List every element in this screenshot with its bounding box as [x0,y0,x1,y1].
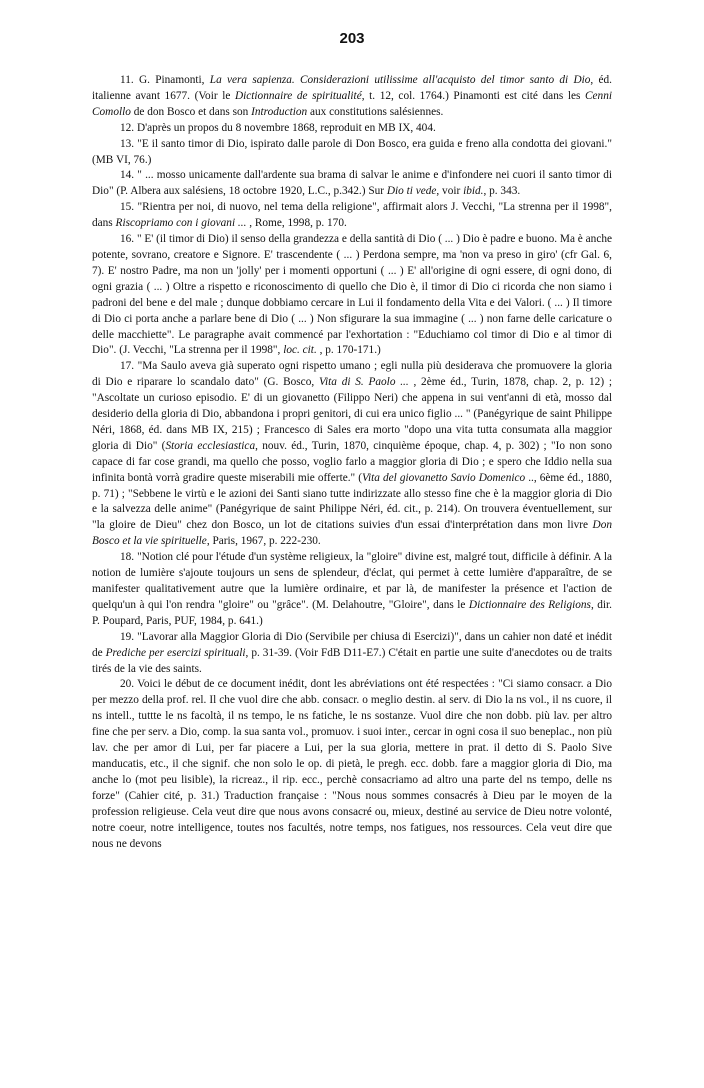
footnote-n15 [92,200,612,232]
footnote-n11 [92,73,612,121]
footnote-n18 [92,550,612,630]
italic-title: Prediche per esercizi spirituali [105,646,246,659]
note-text: , t. 12, col. 1764.) Pinamonti est cité dans les [361,89,585,102]
note-text: , p. 31-39. (Voir FdB D11-E7.) C'était en partie une suite d'anecdotes ou de traits tirés de la vie des saints. [92,646,612,675]
italic-title: Cenni Comollo [92,89,612,118]
footnote-n16 [92,232,612,359]
note-text: , éd. italienne avant 1677. (Voir le [92,74,612,102]
note-text: , p. 170-171.) [316,344,381,357]
note-text: , Rome, 1998, p. 170. [246,217,347,230]
note-text: 15. "Rientra per noi, di nuovo, nel tema della religione", affirmait alors J. Vecchi, "La strenna per il 1998", dans [92,201,612,230]
italic-title: Vita di S. Paolo ... [318,376,409,389]
note-text: , nouv. éd., Turin, 1870, cinquième époque, chap. 4, p. 302) ; "Io non sono capace di far cose grandi, ma quello che posso, voglio farlo a maggior gloria di Dio ; e spero che Iddio nella sua infinita bontà vorrà gradire queste miserabili mie offerte." ( [92,439,612,484]
note-text: , dir. P. Poupard, Paris, PUF, 1984, p. 641.) [92,598,612,627]
italic-title: Don Bosco et la vie spirituelle [92,519,612,548]
italic-title: loc. cit. [283,344,317,357]
note-text: 16. " E' (il timor di Dio) il senso della grandezza e della santità di Dio ( ... ) Dio è padre e buono. Ma è anche potente, sovrano, creatore e Signore. E' trascendente ( ... ) Perdona sempre, ma 'non va preso in giro' (cfr Gal. 6, 7). E' nostro Padre, ma non un 'jolly' per i momenti opportuni ( ... ) E' all'origine di ogni essere, di ogni dono, di ogni grazia ( ... ) Oltre a rispetto e riconoscimento di quello che Dio è, il timor di Dio ci ricorda che non siamo i padroni del bene e del male ; dunque dobbiamo cercare in Lui il fondamento della Vita e dei Valori. ( ... ) Il timore di Dio ci porta anche a parlare bene di Dio ( ... ) Non sfigurare la sua immagine ( ... ) non farne delle caricature o delle macchiette". Le paragraphe avait commencé par l'exhortation : "Educhiamo col timor di Dio e al timor di Dio". (J. Vecchi, "La strenna per il 1998", [92,233,612,357]
italic-title: Storia ecclesiastica [165,439,256,452]
footnote-n14 [92,168,612,200]
footnote-n19 [92,630,612,678]
italic-title: Dictionnaire de spiritualité [234,89,362,102]
note-text: , 2ème éd., Turin, 1878, chap. 2, p. 12) ; "Ascoltate un curioso episodio. E' di un giovanetto (Filippo Neri) che appena in sui vent'anni di età, mosso dal desiderio della gloria di Dio, abbandona i propri genitori, di cui era unico figlio ... " (Panégyrique de saint Philippe Néri, 1868, éd. dans MB IX, 215) ; Francesco di Sales era morto "dopo una vita tutta consumata alla maggior gloria di Dio" ( [92,376,612,452]
footnote-n17 [92,359,612,550]
page-number: 203 [339,30,365,47]
note-text: 17. "Ma Saulo aveva già superato ogni rispetto umano ; egli nulla più desiderava che promuovere la gloria di Dio e riparare lo scandalo dato" (G. Bosco, [92,360,612,389]
note-text: 19. "Lavorar alla Maggior Gloria di Dio (Servibile per chiusa di Esercizi)", dans un cahier non daté et inédit de [92,630,612,659]
note-text: 20. Voici le début de ce document inédit, dont les abréviations ont été respectées : "Ci siamo consacr. a Dio per mezzo della prof. rel. Il che vuol dire che abb. consacr. o meglio destin. al serv. di Dio la ns vol., il ns cuore, il ns intell., tuttte le ns facoltà, il ns tempo, le ns fatiche, le ns sostanze. Vuol dire che non dobb. più lav. per altro fine che per serv. a Dio, comp. la sua santa vol., promuov. i suoi inter., cercar in ogni cosa il suo beneplac., non più lav. che per amor di Lui, per far piacere a Lui, per la sua gloria, mettere in prat. il detto di S. Paolo Sive manducatis, etc., il che signif. che non solo le op. di pietà, le pregh. ecc. dobb. fare a maggior gloria di Dio, ma anche lo (mot peu lisible), la ricreaz., il rip. ecc., perchè consacriamo ad altro una parte del ns tempo, delle ns forze" (Cahier cité, p. 31.) Traduction française : "Nous nous sommes consacrés à Dieu par le moyen de la profession religieuse. Cela veut dire que nous avons consacré ou, mieux, destiné au service de Dieu notre volonté, notre coeur, notre intelligence, toutes nos facultés, notre temps, nos fatigues, nos ressources. Cela veut dire que nous ne devons [92,678,612,850]
italic-title: Dio ti vede [386,185,437,198]
note-text: aux constitutions salésiennes. [307,105,444,118]
footnote-n12 [92,121,612,137]
note-text: 14. " ... mosso unicamente dall'ardente sua brama di salvar le anime e d'infondere nei cuori il santo timor di Dio" (P. Albera aux salésiens, 18 octobre 1920, L.C., p.342.) Sur [92,169,612,198]
footnote-n13 [92,137,612,169]
italic-title: Vita del giovanetto Savio Domenico [361,471,526,484]
italic-title: ibid. [463,185,484,198]
note-text: 18. "Notion clé pour l'étude d'un système religieux, la "gloire" divine est, malgré tout, difficile à définir. A la notion de lumière s'ajoute toujours un sens de splendeur, d'éclat, qui permet à cette lumière d'apparaître, de se manifester qualitativement autre que la lumière ordinaire, et par là, de manifester la présence et l'action de quelqu'un à qui l'on rendra "gloire" ou "grâce". (M. Delahoutre, "Gloire", dans le [92,551,612,611]
note-text: , voir [436,185,464,198]
note-text: 11. G. Pinamonti, [120,74,210,86]
footnotes [92,73,612,852]
italic-title: La vera sapienza. Considerazioni utilissime all'acquisto del timor santo di Dio [209,74,591,86]
italic-title: Riscopriamo con i giovani ... [115,217,247,230]
note-text: , p. 343. [483,185,521,198]
note-text: , Paris, 1967, p. 222-230. [206,535,321,548]
italic-title: Introduction [251,105,308,118]
note-text: .., 6ème éd., 1880, p. 71) ; "Sebbene le virtù e le azioni dei Santi siano tutte indirizzate allo stesso fine che è la maggior gloria di Dio e la salvezza delle anime" (Panégyrique de saint Philippe Néri, éd. cit., p. 214). On trouvera éventuellement, sur "la gloire de Dieu" chez don Bosco, un lot de citations suivies d'un essai d'interprétation dans mon livre [92,471,612,532]
note-text: 12. D'après un propos du 8 novembre 1868, reproduit en MB IX, 404. [120,121,436,134]
italic-title: Dictionnaire des Religions [468,598,591,611]
footnote-n20 [92,677,612,852]
note-text: de don Bosco et dans son [130,105,252,118]
note-text: 13. "E il santo timor di Dio, ispirato dalle parole di Don Bosco, era guida e freno alla condotta dei giovani." (MB VI, 76.) [92,137,612,166]
